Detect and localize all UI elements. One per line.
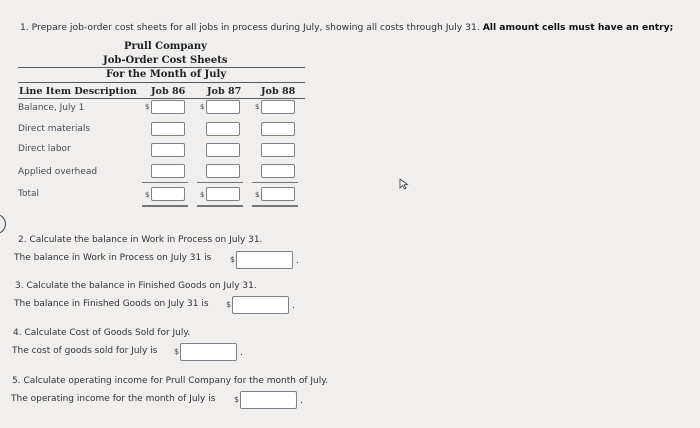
collapse-toggle[interactable]	[0, 214, 6, 234]
question-2-title: 2. Calculate the balance in Work in Process on July 31.	[18, 235, 263, 245]
subtotal-rule-job88	[252, 182, 298, 183]
input-job87-total[interactable]	[206, 187, 240, 201]
period-label: For the Month of July	[106, 69, 227, 80]
double-underline-job86	[142, 205, 188, 207]
currency-symbol: $	[200, 103, 205, 111]
answer-input-operating-income[interactable]	[240, 391, 297, 409]
input-job87-direct-labor[interactable]	[206, 143, 240, 157]
input-job88-total[interactable]	[261, 187, 295, 201]
question-4-prompt: The cost of goods sold for July is	[12, 346, 158, 356]
subtotal-rule-job87	[197, 182, 243, 183]
input-job86-total[interactable]	[151, 187, 185, 201]
question-3-title: 3. Calculate the balance in Finished Goods on July 31.	[15, 281, 257, 291]
question-5-title: 5. Calculate operating income for Prull Company for the month of July.	[12, 376, 329, 386]
double-underline-job88	[252, 205, 298, 207]
answer-input-cogs[interactable]	[180, 343, 237, 361]
answer-input-finished-goods-balance[interactable]	[232, 296, 289, 314]
header-rule-bottom	[18, 82, 305, 83]
period-mark: .	[292, 301, 295, 311]
input-job87-balance[interactable]	[206, 100, 240, 114]
input-job87-applied-overhead[interactable]	[206, 164, 240, 178]
row-label-balance: Balance, July 1	[18, 103, 85, 113]
col-header-description: Line Item Description	[19, 86, 137, 97]
input-job88-applied-overhead[interactable]	[261, 164, 295, 178]
input-job88-balance[interactable]	[261, 100, 295, 114]
col-header-job-88: Job 88	[261, 86, 296, 97]
column-header-rule	[18, 98, 305, 99]
question-3-prompt: The balance in Finished Goods on July 31 is	[14, 299, 209, 309]
row-label-direct-materials: Direct materials	[18, 124, 91, 134]
period-mark: .	[240, 348, 243, 358]
question-5-prompt: The operating income for the month of July is	[11, 394, 216, 404]
currency-symbol: $	[174, 347, 180, 356]
question-1-prefix: 1. Prepare job-order cost sheets for all jobs in process during July, showing all costs through July 31.	[20, 22, 483, 33]
col-header-job-86: Job 86	[151, 86, 186, 97]
currency-symbol: $	[226, 300, 232, 309]
input-job87-direct-materials[interactable]	[206, 122, 240, 136]
currency-symbol: $	[234, 395, 240, 404]
period-mark: .	[300, 396, 303, 406]
input-job86-applied-overhead[interactable]	[151, 164, 185, 178]
currency-symbol: $	[200, 191, 205, 199]
question-1-text	[20, 22, 673, 33]
input-job86-balance[interactable]	[151, 100, 185, 114]
question-1-instruction: All amount cells must have an entry;	[482, 22, 674, 33]
input-job88-direct-labor[interactable]	[261, 143, 295, 157]
question-4-title: 4. Calculate Cost of Goods Sold for July.	[13, 328, 191, 338]
input-job86-direct-labor[interactable]	[151, 143, 185, 157]
header-rule-top	[18, 67, 305, 68]
input-job88-direct-materials[interactable]	[261, 122, 295, 136]
company-name: Prull Company	[124, 41, 207, 52]
currency-symbol: $	[145, 103, 150, 111]
row-label-applied-overhead: Applied overhead	[18, 167, 98, 177]
double-underline-job87	[197, 205, 243, 207]
mouse-cursor-icon	[399, 178, 409, 190]
currency-symbol: $	[230, 255, 236, 264]
input-job86-direct-materials[interactable]	[151, 122, 185, 136]
period-mark: .	[296, 256, 299, 266]
currency-symbol: $	[145, 191, 150, 199]
sheet-title: Job-Order Cost Sheets	[103, 55, 228, 66]
currency-symbol: $	[255, 103, 260, 111]
question-2-prompt: The balance in Work in Process on July 31 is	[14, 253, 212, 263]
row-label-total: Total	[18, 189, 40, 199]
answer-input-wip-balance[interactable]	[236, 251, 293, 269]
subtotal-rule-job86	[142, 182, 188, 183]
currency-symbol: $	[255, 191, 260, 199]
row-label-direct-labor: Direct labor	[18, 144, 71, 154]
col-header-job-87: Job 87	[207, 86, 242, 97]
